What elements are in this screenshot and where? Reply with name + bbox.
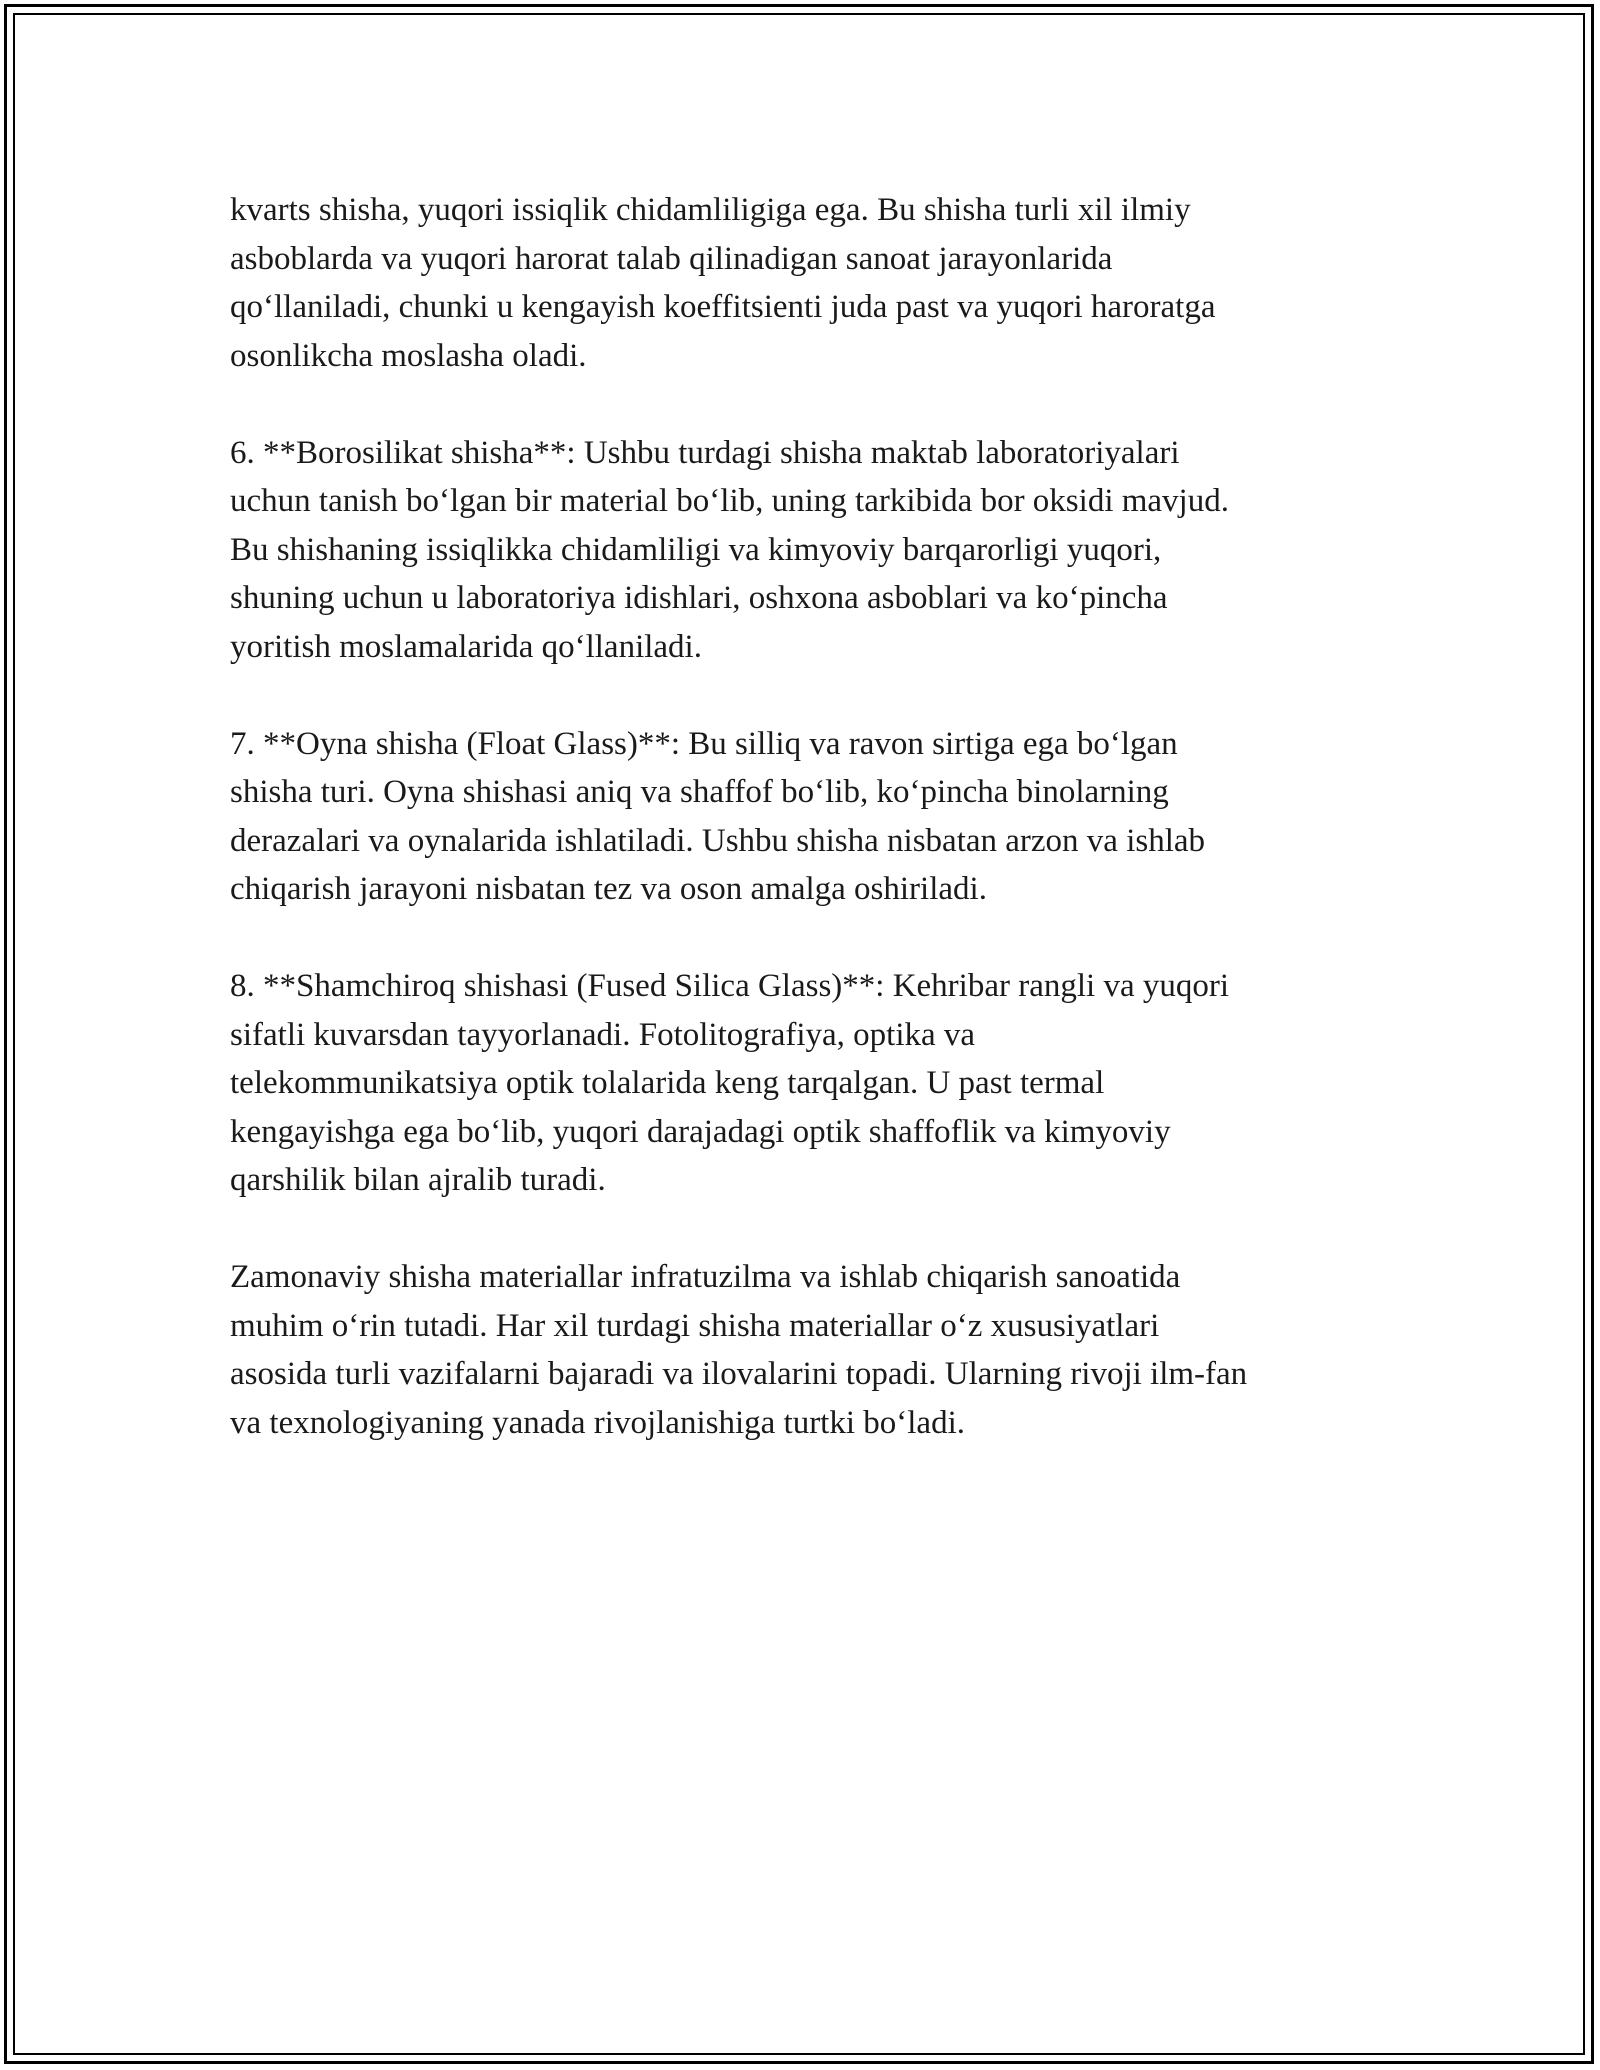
paragraph-oyna-shisha — [230, 720, 1390, 914]
text-line: osonlikcha moslasha oladi. — [230, 337, 587, 374]
text-line: 6. **Borosilikat shisha**: Ushbu turdagi shisha maktab laboratoriyalari — [230, 434, 1180, 471]
text-line: kvarts shisha, yuqori issiqlik chidamliligiga ega. Bu shisha turli xil ilmiy — [230, 192, 1191, 228]
text-line: telekommunikatsiya optik tolalarida keng tarqalgan. U past termal — [230, 1065, 1105, 1101]
text-line: Bu shishaning issiqlikka chidamliligi va kimyoviy barqarorligi yuqori, — [230, 531, 1162, 568]
text-line: kengayishga ega bo‘lib, yuqori darajadagi optik shaffoflik va kimyoviy — [230, 1113, 1171, 1150]
text-line: asboblarda va yuqori harorat talab qilinadigan sanoat jarayonlarida — [230, 240, 1113, 277]
paragraph-shamchiroq-shishasi — [230, 962, 1390, 1205]
paragraph-borosilikat-shisha — [230, 429, 1390, 672]
paragraph-zamonaviy-shisha — [230, 1253, 1390, 1447]
text-line: shisha turi. Oyna shishasi aniq va shaffof bo‘lib, ko‘pincha binolarning — [230, 774, 1169, 810]
text-line: yoritish moslamalarida qo‘llaniladi. — [230, 628, 702, 665]
text-line: asosida turli vazifalarni bajaradi va ilovalarini topadi. Ularning rivoji ilm-fan — [230, 1356, 1248, 1392]
document-body — [230, 186, 1390, 1496]
text-line: va texnologiyaning yanada rivojlanishiga turtki bo‘ladi. — [230, 1404, 965, 1441]
text-line: chiqarish jarayoni nisbatan tez va oson amalga oshiriladi. — [230, 871, 987, 907]
text-line: shuning uchun u laboratoriya idishlari, oshxona asboblari va ko‘pincha — [230, 580, 1168, 616]
text-line: qarshilik bilan ajralib turadi. — [230, 1162, 606, 1198]
text-line: derazalari va oynalarida ishlatiladi. Ushbu shisha nisbatan arzon va ishlab — [230, 822, 1206, 859]
text-line: qo‘llaniladi, chunki u kengayish koeffitsienti juda past va yuqori haroratga — [230, 289, 1216, 325]
paragraph-kvarts-shisha — [230, 186, 1390, 380]
text-line: uchun tanish bo‘lgan bir material bo‘lib, uning tarkibida bor oksidi mavjud. — [230, 483, 1229, 519]
text-line: 7. **Oyna shisha (Float Glass)**: Bu silliq va ravon sirtiga ega bo‘lgan — [230, 725, 1178, 762]
text-line: muhim o‘rin tutadi. Har xil turdagi shisha materiallar o‘z xususiyatlari — [230, 1307, 1160, 1344]
text-line: Zamonaviy shisha materiallar infratuzilma va ishlab chiqarish sanoatida — [230, 1259, 1181, 1295]
text-line: 8. **Shamchiroq shishasi (Fused Silica Glass)**: Kehribar rangli va yuqori — [230, 968, 1230, 1004]
text-line: sifatli kuvarsdan tayyorlanadi. Fotolitografiya, optika va — [230, 1016, 976, 1053]
